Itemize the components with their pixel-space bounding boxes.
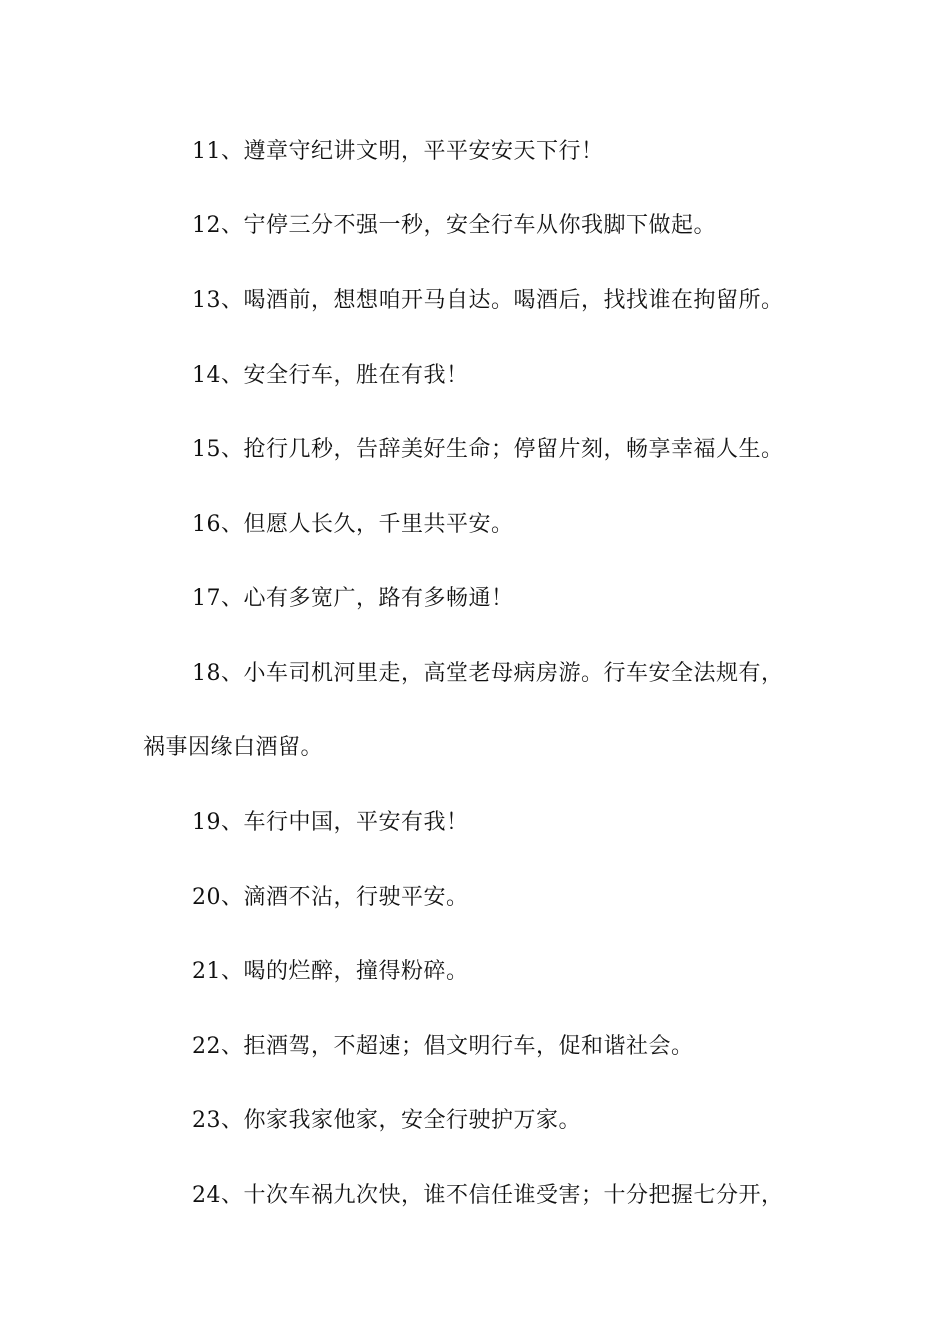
- slogan-line-11: 11、遵章守纪讲文明，平平安安天下行！: [192, 139, 604, 164]
- slogan-line-13: 13、喝酒前，想想咱开马自达。喝酒后，找找谁在拘留所。: [192, 288, 784, 313]
- slogan-line-21: 21、喝的烂醉，撞得粉碎。: [192, 959, 469, 984]
- slogan-line-14: 14、安全行车，胜在有我！: [192, 363, 469, 388]
- slogan-line-15: 15、抢行几秒，告辞美好生命；停留片刻，畅享幸福人生。: [192, 437, 784, 462]
- slogan-line-16: 16、但愿人长久，千里共平安。: [192, 512, 514, 537]
- slogan-line-19: 19、车行中国，平安有我！: [192, 810, 469, 835]
- slogan-line-18: 18、小车司机河里走，高堂老母病房游。行车安全法规有，: [192, 661, 784, 686]
- slogan-line-18-continued: 祸事因缘白酒留。: [143, 735, 324, 760]
- slogan-line-24: 24、十次车祸九次快，谁不信任谁受害；十分把握七分开，: [192, 1183, 784, 1208]
- slogan-line-20: 20、滴酒不沾，行驶平安。: [192, 885, 469, 910]
- slogan-line-12: 12、宁停三分不强一秒，安全行车从你我脚下做起。: [192, 213, 716, 238]
- slogan-line-22: 22、拒酒驾，不超速；倡文明行车，促和谐社会。: [192, 1034, 694, 1059]
- slogan-line-23: 23、你家我家他家，安全行驶护万家。: [192, 1108, 581, 1133]
- slogan-line-17: 17、心有多宽广，路有多畅通！: [192, 586, 514, 611]
